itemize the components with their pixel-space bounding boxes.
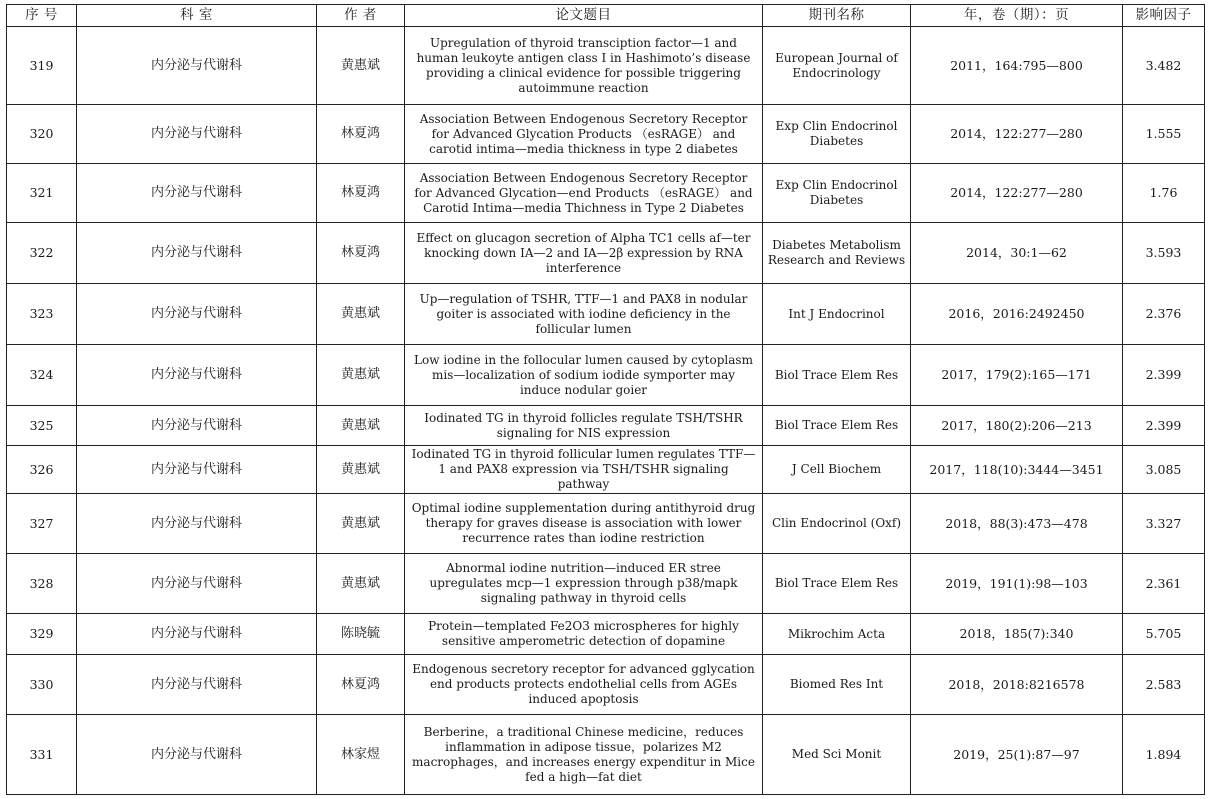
cell-department: 内分泌与代谢科 (77, 655, 317, 715)
cell-journal: Diabetes Metabolism Research and Reviews (763, 223, 911, 284)
cell-author: 林夏鸿 (317, 105, 405, 164)
cell-department: 内分泌与代谢科 (77, 345, 317, 406)
cell-journal: Biol Trace Elem Res (763, 406, 911, 446)
table-row (7, 223, 1205, 284)
cell-department: 内分泌与代谢科 (77, 446, 317, 494)
table-row (7, 494, 1205, 554)
cell-citation: 2019，191(1):98—103 (911, 554, 1123, 614)
table-row (7, 446, 1205, 494)
cell-journal: Mikrochim Acta (763, 614, 911, 655)
cell-no: 327 (7, 494, 77, 554)
cell-author: 林夏鸿 (317, 655, 405, 715)
cell-citation: 2018，185(7):340 (911, 614, 1123, 655)
cell-citation: 2019，25(1):87—97 (911, 715, 1123, 795)
cell-citation: 2016，2016:2492450 (911, 284, 1123, 345)
table-row (7, 554, 1205, 614)
cell-author: 林家煜 (317, 715, 405, 795)
cell-impact: 2.376 (1123, 284, 1205, 345)
cell-author: 黄惠斌 (317, 446, 405, 494)
cell-title: Optimal iodine supplementation during antithyroid drug therapy for graves disease is association with lower recurrence rates than iodine restriction (405, 494, 763, 554)
cell-journal: Biomed Res Int (763, 655, 911, 715)
header-impact: 影响因子 (1123, 5, 1205, 27)
cell-citation: 2018，88(3):473—478 (911, 494, 1123, 554)
table-row (7, 105, 1205, 164)
table-row (7, 655, 1205, 715)
cell-impact: 3.085 (1123, 446, 1205, 494)
cell-impact: 2.583 (1123, 655, 1205, 715)
cell-no: 331 (7, 715, 77, 795)
cell-title: Endogenous secretory receptor for advanced gglycation end products protects endothelial cells from AGEs induced apoptosis (405, 655, 763, 715)
table-header (7, 5, 1205, 27)
cell-title: Iodinated TG in thyroid follicular lumen regulates TTF—1 and PAX8 expression via TSH/TSHR signaling pathway (405, 446, 763, 494)
header-no: 序 号 (7, 5, 77, 27)
cell-department: 内分泌与代谢科 (77, 164, 317, 223)
cell-journal: Biol Trace Elem Res (763, 345, 911, 406)
cell-author: 林夏鸿 (317, 164, 405, 223)
cell-title: Abnormal iodine nutrition—induced ER stree upregulates mcp—1 expression through p38/mapk signaling pathway in thyroid cells (405, 554, 763, 614)
cell-department: 内分泌与代谢科 (77, 105, 317, 164)
cell-title: Iodinated TG in thyroid follicles regulate TSH/TSHR signaling for NIS expression (405, 406, 763, 446)
cell-citation: 2018，2018:8216578 (911, 655, 1123, 715)
cell-department: 内分泌与代谢科 (77, 223, 317, 284)
publications-table (6, 4, 1205, 795)
table-row (7, 164, 1205, 223)
cell-citation: 2014，122:277—280 (911, 105, 1123, 164)
cell-impact: 2.399 (1123, 345, 1205, 406)
cell-impact: 2.361 (1123, 554, 1205, 614)
cell-author: 黄惠斌 (317, 284, 405, 345)
cell-no: 322 (7, 223, 77, 284)
cell-impact: 3.327 (1123, 494, 1205, 554)
cell-journal: J Cell Biochem (763, 446, 911, 494)
header-citation: 年，卷（期）：页 (911, 5, 1123, 27)
cell-title: Association Between Endogenous Secretory Receptor for Advanced Glycation Products （esRAGE） and carotid intima—media thickness in type 2 diabetes (405, 105, 763, 164)
cell-citation: 2011，164:795—800 (911, 27, 1123, 105)
table-row (7, 27, 1205, 105)
table-body (7, 27, 1205, 795)
cell-author: 黄惠斌 (317, 27, 405, 105)
table-row (7, 614, 1205, 655)
cell-citation: 2014，122:277—280 (911, 164, 1123, 223)
table-row (7, 715, 1205, 795)
cell-journal: European Journal of Endocrinology (763, 27, 911, 105)
cell-department: 内分泌与代谢科 (77, 494, 317, 554)
cell-no: 330 (7, 655, 77, 715)
cell-journal: Exp Clin Endocrinol Diabetes (763, 164, 911, 223)
cell-journal: Exp Clin Endocrinol Diabetes (763, 105, 911, 164)
table-row (7, 406, 1205, 446)
cell-impact: 2.399 (1123, 406, 1205, 446)
cell-author: 黄惠斌 (317, 406, 405, 446)
cell-author: 林夏鸿 (317, 223, 405, 284)
cell-title: Up—regulation of TSHR, TTF—1 and PAX8 in nodular goiter is associated with iodine deficiency in the follicular lumen (405, 284, 763, 345)
cell-title: Effect on glucagon secretion of Alpha TC1 cells af—ter knocking down IA—2 and IA—2β expression by RNA interference (405, 223, 763, 284)
table-row (7, 284, 1205, 345)
cell-no: 326 (7, 446, 77, 494)
cell-citation: 2017，179(2):165—171 (911, 345, 1123, 406)
cell-department: 内分泌与代谢科 (77, 27, 317, 105)
cell-no: 320 (7, 105, 77, 164)
cell-citation: 2017，118(10):3444—3451 (911, 446, 1123, 494)
cell-impact: 3.593 (1123, 223, 1205, 284)
cell-department: 内分泌与代谢科 (77, 284, 317, 345)
cell-no: 325 (7, 406, 77, 446)
cell-author: 黄惠斌 (317, 554, 405, 614)
cell-journal: Int J Endocrinol (763, 284, 911, 345)
header-row (7, 5, 1205, 27)
cell-title: Association Between Endogenous Secretory Receptor for Advanced Glycation—end Products （esRAGE） and Carotid Intima—media Thichness in Type 2 Diabetes (405, 164, 763, 223)
header-title: 论文题目 (405, 5, 763, 27)
cell-impact: 1.76 (1123, 164, 1205, 223)
cell-journal: Biol Trace Elem Res (763, 554, 911, 614)
cell-author: 陈晓毓 (317, 614, 405, 655)
cell-department: 内分泌与代谢科 (77, 406, 317, 446)
cell-impact: 1.555 (1123, 105, 1205, 164)
cell-journal: Clin Endocrinol (Oxf) (763, 494, 911, 554)
cell-department: 内分泌与代谢科 (77, 554, 317, 614)
cell-no: 321 (7, 164, 77, 223)
cell-impact: 5.705 (1123, 614, 1205, 655)
cell-journal: Med Sci Monit (763, 715, 911, 795)
cell-author: 黄惠斌 (317, 345, 405, 406)
cell-no: 328 (7, 554, 77, 614)
cell-no: 324 (7, 345, 77, 406)
cell-citation: 2014，30:1—62 (911, 223, 1123, 284)
header-author: 作 者 (317, 5, 405, 27)
cell-department: 内分泌与代谢科 (77, 715, 317, 795)
cell-no: 323 (7, 284, 77, 345)
cell-impact: 1.894 (1123, 715, 1205, 795)
cell-title: Upregulation of thyroid transciption factor—1 and human leukoyte antigen class I in Hashimoto’s disease providing a clinical evidence for possible triggering autoimmune reaction (405, 27, 763, 105)
table-row (7, 345, 1205, 406)
cell-impact: 3.482 (1123, 27, 1205, 105)
cell-citation: 2017，180(2):206—213 (911, 406, 1123, 446)
cell-title: Protein—templated Fe2O3 microspheres for highly sensitive amperometric detection of dopamine (405, 614, 763, 655)
header-journal: 期刊名称 (763, 5, 911, 27)
cell-author: 黄惠斌 (317, 494, 405, 554)
cell-title: Berberine，a traditional Chinese medicine，reduces inflammation in adipose tissue，polarizes M2 macrophages，and increases energy expenditur in Mice fed a high—fat diet (405, 715, 763, 795)
cell-no: 329 (7, 614, 77, 655)
cell-title: Low iodine in the follocular lumen caused by cytoplasm mis—localization of sodium iodide symporter may induce nodular goier (405, 345, 763, 406)
cell-no: 319 (7, 27, 77, 105)
header-department: 科 室 (77, 5, 317, 27)
cell-department: 内分泌与代谢科 (77, 614, 317, 655)
